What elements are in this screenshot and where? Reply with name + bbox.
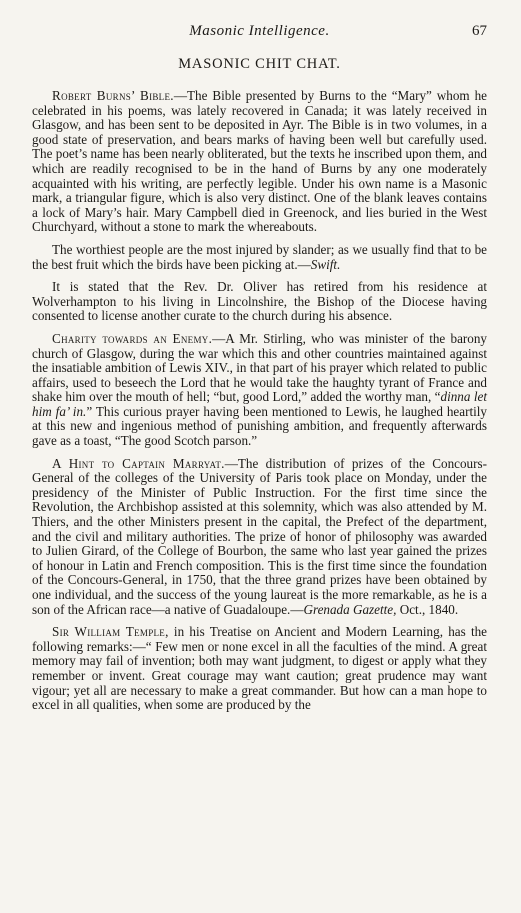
paragraph-text: —The distribution of prizes of the Concours-General of the colleges of the University of Paris took place on Monday, under the presidency of the Minister of Public Instruction. For the first time since the Revolution, the Archbishop assisted at this solemnity, which was also attended by M. Thiers, and the other Ministers present in the capital, the Prefect of the department, and the civil and military authorities. The prize of honor of philosophy was awarded to Julien Girard, of the College of Bourbon, the same who last year gained the prizes of honour in Latin and French composition. This is the first time since the foundation of the Concours-General, in 1750, that the three grand prizes have been obtained by one individual, and the success of the young laureat is the more remarkable, as he is a son of the African race—a native of Guadaloupe.—: [32, 455, 487, 617]
paragraph-lead: Charity towards an Enemy.: [52, 330, 213, 346]
paragraph-burns-bible: [32, 89, 487, 235]
paragraph-lead: Robert Burns’ Bible.: [52, 88, 174, 103]
paragraph-temple: [32, 625, 487, 713]
paragraph-swift: [32, 243, 487, 272]
paragraph-text: —A Mr. Stirling, who was minister of the barony church of Glasgow, during the war which this and other countries maintained against the insatiable ambition of Lewis XIV., in that part of his prayer which related to public affairs, used to beseech the Lord that he would take the haughty tyrant of France and shake him over the mouth of hell; “but, good Lord,” added the worthy man, “: [32, 330, 487, 405]
paragraph-text: ” This curious prayer having been mentioned to Lewis, he laughed heartily at this new and ingenious method of punishing ambition, and frequently afterwards gave as a toast, “The good Scotch parson.”: [32, 403, 487, 449]
paragraph-text: It is stated that the Rev. Dr. Oliver has retired from his residence at Wolverhampton to his living in Lincolnshire, the Bishop of the Diocese having consented to license another curate to the church during his absence.: [32, 279, 487, 324]
paragraph-text: —The Bible presented by Burns to the “Mary” whom he celebrated in his poems, was lately recovered in Canada; it was lately received in Glasgow, and has been sent to be deposited in Ayr. The Bible is in two volumes, in a good state of preservation, and bears marks of having been well but carefully used. The poet’s name has been nearly obliterated, but the texts he inscribed upon them, and which are readily recognised to be in the hand of Burns by any one moderately acquainted with his writing, are perfectly legible. Under his own name is a Masonic mark, a triangular figure, which is also very distinct. One of the blank leaves contains a lock of Mary’s hair. Mary Campbell died in Greenock, and lies buried in the West Churchyard, without a stone to mark the whereabouts.: [32, 88, 488, 235]
running-head: [32, 0, 487, 40]
paragraph-lead: A Hint to Captain Marryat.: [52, 455, 225, 471]
paragraph-oliver: [32, 280, 487, 324]
source: Grenada Gazette,: [303, 601, 397, 617]
running-head-title: Masonic Intelligence.: [189, 23, 330, 39]
source-date: Oct., 1840.: [399, 601, 459, 617]
paragraph-text: in his Treatise on Ancient and Modern Learning, has the following remarks:—“ Few men or none excel in all the faculties of the mind. A great memory may fail of invention; both may want judgment, to digest or apply what they remember or invent. Great courage may want caution; great prudence may want vigour; yet all are necessary to make a great commander. But how can a man hope to excel in all qualities, when some are produced by the: [32, 624, 488, 713]
section-title: MASONIC CHIT CHAT.: [178, 56, 341, 72]
paragraph-text: The worthiest people are the most injured by slander; as we usually find that to be the best fruit which the birds have been picking at.—: [32, 241, 487, 272]
paragraph-lead: Sir William Temple,: [52, 624, 169, 640]
page-number: 67: [472, 23, 487, 39]
scots-quote: dinna let him fa’ in.: [32, 389, 487, 419]
attribution: Swift.: [310, 256, 341, 272]
paragraph-charity: [32, 332, 487, 449]
paragraph-marryat: [32, 457, 487, 618]
